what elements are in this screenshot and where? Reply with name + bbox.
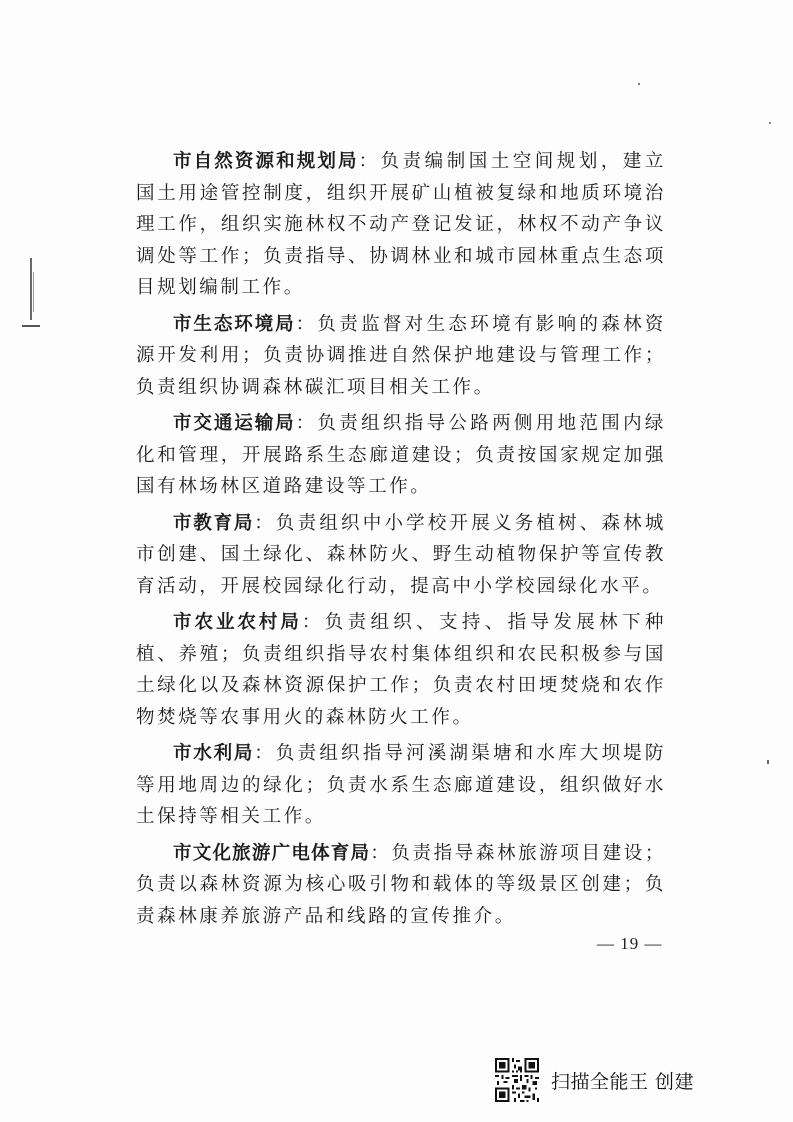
paragraph-text: ：负责组织指导河溪湖渠塘和水库大坝堤防等用地周边的绿化；负责水系生态廊道建设，组织做好水土保持等相关工作。	[136, 743, 666, 827]
qr-code-icon	[495, 1058, 539, 1102]
scan-artifact	[33, 272, 34, 312]
paragraph-text: ：负责组织、支持、指导发展林下种植、养殖；负责组织指导农村集体组织和农民积极参与国土绿化以及森林资源保护工作；负责农村田埂焚烧和农作物焚烧等农事用火的森林防火工作。	[136, 612, 666, 728]
paragraph-text: ：负责组织指导公路两侧用地范围内绿化和管理，开展路系生态廊道建设；负责按国家规定加强国有林场林区道路建设等工作。	[136, 413, 666, 497]
document-body	[136, 146, 666, 937]
agency-name: 市水利局	[173, 743, 255, 764]
agency-name: 市自然资源和规划局	[173, 151, 359, 172]
paragraph	[136, 309, 666, 404]
paragraph	[136, 508, 666, 603]
paragraph	[136, 146, 666, 304]
paragraph	[136, 738, 666, 833]
paragraph	[136, 408, 666, 503]
agency-name: 市教育局	[173, 512, 255, 534]
agency-name: 市交通运输局	[173, 413, 296, 434]
paragraph-text: ：负责指导森林旅游项目建设；负责以森林资源为核心吸引物和载体的等级景区创建；负责森林康养旅游产品和线路的宣传推介。	[136, 842, 666, 927]
paragraph-text: ：负责组织中小学校开展义务植树、森林城市创建、国土绿化、森林防火、野生动植物保护等宣传教育活动，开展校园绿化行动，提高中小学校园绿化水平。	[136, 512, 666, 597]
scan-artifact	[767, 760, 769, 764]
scan-artifact	[30, 258, 32, 320]
paragraph-text: ：负责编制国土空间规划，建立国土用途管控制度，组织开展矿山植被复绿和地质环境治理工作，组织实施林权不动产登记发证，林权不动产争议调处等工作；负责指导、协调林业和城市园林重点生态项目规划编制工作。	[136, 151, 666, 298]
scan-artifact	[22, 325, 40, 327]
paragraph	[136, 607, 666, 733]
watermark-text: 扫描全能王 创建	[551, 1070, 695, 1093]
paragraph	[136, 838, 666, 933]
scanner-watermark	[495, 1058, 694, 1102]
paragraph-text: ：负责监督对生态环境有影响的森林资源开发利用；负责协调推进自然保护地建设与管理工作；负责组织协调森林碳汇项目相关工作。	[136, 313, 666, 398]
agency-name: 市文化旅游广电体育局	[173, 842, 371, 864]
scan-artifact	[638, 83, 640, 85]
agency-name: 市农业农村局	[173, 612, 302, 633]
scan-artifact	[769, 122, 771, 124]
agency-name: 市生态环境局	[173, 313, 296, 335]
page-number: — 19 —	[597, 934, 663, 953]
